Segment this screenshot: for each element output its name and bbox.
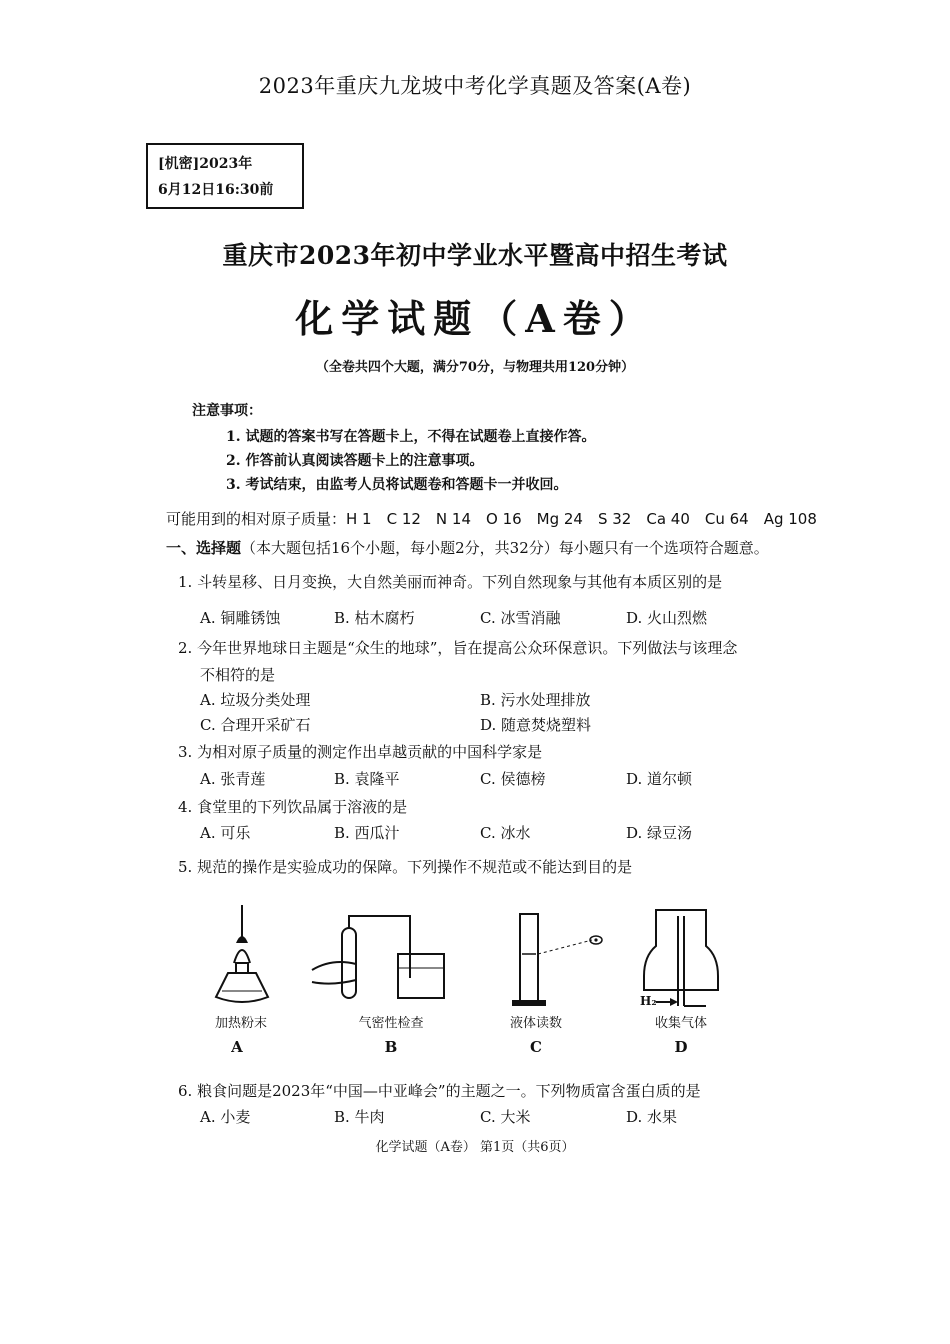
figure-letter: D	[674, 1038, 688, 1056]
question-stem: 4. 食堂里的下列饮品属于溶液的是	[178, 798, 408, 816]
exam-info: （全卷共四个大题，满分70分，与物理共用120分钟）	[315, 360, 635, 375]
question-stem: 3. 为相对原子质量的测定作出卓越贡献的中国科学家是	[178, 743, 543, 761]
section-one-header	[166, 537, 769, 558]
page-footer: 化学试题（A卷） 第1页（共6页）	[375, 1140, 575, 1155]
option: C. 冰雪消融	[480, 609, 561, 627]
figure-letter: A	[231, 1038, 243, 1056]
question-stem: 6. 粮食问题是2023年“中国—中亚峰会”的主题之一。下列物质富含蛋白质的是	[178, 1082, 701, 1100]
option: D. 随意焚烧塑料	[480, 716, 592, 734]
option: B. 西瓜汁	[334, 824, 400, 842]
option: B. 袁隆平	[334, 770, 400, 788]
option: A. 小麦	[200, 1108, 251, 1126]
question-stem: 2. 今年世界地球日主题是“众生的地球”，旨在提高公众环保意识。下列做法与该理念	[178, 639, 738, 657]
option: B. 污水处理排放	[480, 691, 591, 709]
document-title: 2023年重庆九龙坡中考化学真题及答案(A卷)	[258, 74, 692, 98]
option: A. 垃圾分类处理	[200, 691, 311, 709]
figure-heating-powder	[206, 905, 276, 1015]
question-stem: 1. 斗转星移、日月变换，大自然美丽而神奇。下列自然现象与其他有本质区别的是	[178, 573, 723, 591]
subject-title: 化学试题（A卷）	[295, 296, 655, 341]
atomic-masses: 可能用到的相对原子质量：H 1 C 12 N 14 O 16 Mg 24 S 32 Ca 40 Cu 64 Ag 108	[166, 510, 817, 528]
option: A. 可乐	[200, 824, 251, 842]
option: D. 水果	[626, 1108, 678, 1126]
option: C. 侯德榜	[480, 770, 546, 788]
confidential-line-2: 6月12日16:30前	[158, 182, 274, 198]
notice-item: 2. 作答前认真阅读答题卡上的注意事项。	[226, 453, 484, 469]
notice-heading: 注意事项：	[192, 403, 262, 419]
notice-item: 3. 考试结束，由监考人员将试题卷和答题卡一并收回。	[226, 477, 568, 493]
question-stem-continued: 不相符的是	[200, 666, 276, 684]
option: D. 道尔顿	[626, 770, 693, 788]
option: C. 大米	[480, 1108, 531, 1126]
figure-caption: 液体读数	[509, 1016, 562, 1031]
option: B. 枯木腐朽	[334, 609, 415, 627]
option: B. 牛肉	[334, 1108, 385, 1126]
figure-airtightness-check	[312, 908, 452, 1008]
figure-liquid-reading	[508, 910, 608, 1010]
section-one-desc: （本大题包括16个小题，每小题2分，共32分）每小题只有一个选项符合题意。	[241, 539, 769, 557]
figure-caption: 加热粉末	[214, 1016, 267, 1031]
figure-caption: 气密性检查	[358, 1016, 424, 1031]
section-one-title: 一、选择题	[166, 539, 242, 557]
gas-label: H₂	[640, 994, 657, 1008]
option: D. 绿豆汤	[626, 824, 693, 842]
option: D. 火山烈燃	[626, 609, 708, 627]
figure-caption: 收集气体	[654, 1016, 707, 1031]
figure-letter: B	[384, 1038, 398, 1056]
exam-title: 重庆市2023年初中学业水平暨高中招生考试	[222, 241, 728, 270]
option: C. 冰水	[480, 824, 531, 842]
confidential-stamp	[146, 143, 304, 209]
figure-letter: C	[530, 1038, 542, 1056]
option: C. 合理开采矿石	[200, 716, 311, 734]
option: A. 张青莲	[200, 770, 266, 788]
confidential-line-1: [机密]2023年	[158, 156, 253, 172]
notice-item: 1. 试题的答案书写在答题卡上，不得在试题卷上直接作答。	[226, 429, 596, 445]
question-stem: 5. 规范的操作是实验成功的保障。下列操作不规范或不能达到目的是	[178, 858, 633, 876]
option: A. 铜雕锈蚀	[200, 609, 281, 627]
